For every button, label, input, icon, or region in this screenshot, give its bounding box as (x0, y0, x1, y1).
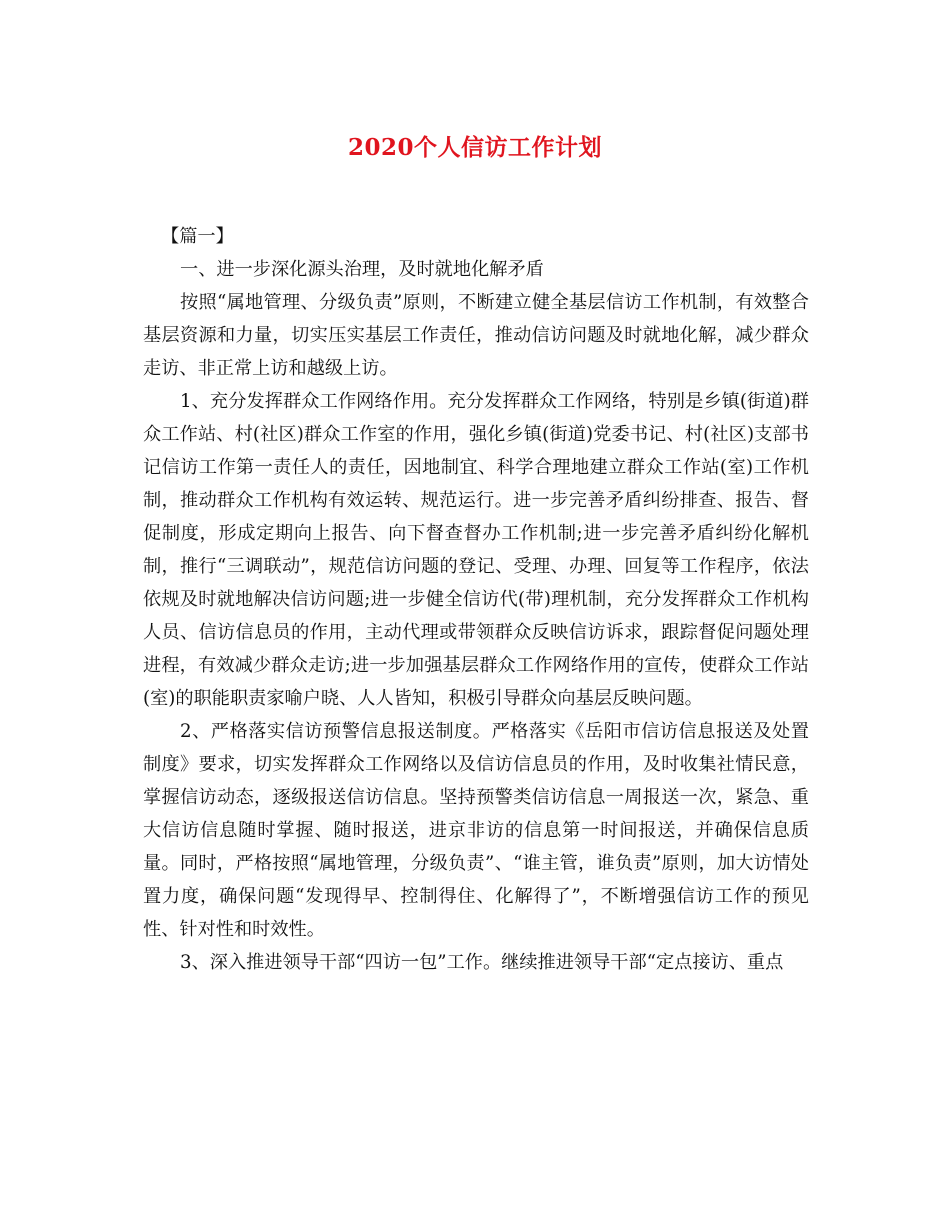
paragraph-item-1: 1、充分发挥群众工作网络作用。充分发挥群众工作网络，特别是乡镇(街道)群众工作站、村(社区)群众工作室的作用，强化乡镇(街道)党委书记、村(社区)支部书记信访工作第一责任人的责任，因地制宜、科学合理地建立群众工作站(室)工作机制，推动群众工作机构有效运转、规范运行。进一步完善矛盾纠纷排查、报告、督促制度，形成定期向上报告、向下督查督办工作机制;进一步完善矛盾纠纷化解机制，推行“三调联动”，规范信访问题的登记、受理、办理、回复等工作程序，依法依规及时就地解决信访问题;进一步健全信访代(带)理机制，充分发挥群众工作机构人员、信访信息员的作用，主动代理或带领群众反映信访诉求，跟踪督促问题处理进程，有效减少群众走访;进一步加强基层群众工作网络作用的宣传，使群众工作站(室)的职能职责家喻户晓、人人皆知，积极引导群众向基层反映问题。 (143, 391, 809, 709)
document-body (143, 220, 809, 979)
paragraph-item-2: 2、严格落实信访预警信息报送制度。严格落实《岳阳市信访信息报送及处置制度》要求，切实发挥群众工作网络以及信访信息员的作用，及时收集社情民意，掌握信访动态，逐级报送信访信息。坚持预警类信访信息一周报送一次，紧急、重大信访信息随时掌握、随时报送，进京非访的信息第一时间报送，并确保信息质量。同时，严格按照“属地管理，分级负责”、“谁主管，谁负责”原则，加大访情处置力度，确保问题“发现得早、控制得住、化解得了”，不断增强信访工作的预见性、针对性和时效性。 (143, 721, 809, 940)
section-label: 【篇一】 (161, 226, 234, 247)
paragraph-intro: 按照“属地管理、分级负责”原则，不断建立健全基层信访工作机制，有效整合基层资源和力量，切实压实基层工作责任，推动信访问题及时就地化解，减少群众走访、非正常上访和越级上访。 (143, 292, 809, 379)
document-title: 2020个人信访工作计划 (347, 134, 602, 161)
section-heading: 一、进一步深化源头治理，及时就地化解矛盾 (180, 259, 544, 280)
paragraph-item-3: 3、深入推进领导干部“四访一包”工作。继续推进领导干部“定点接访、重点 (180, 952, 784, 973)
